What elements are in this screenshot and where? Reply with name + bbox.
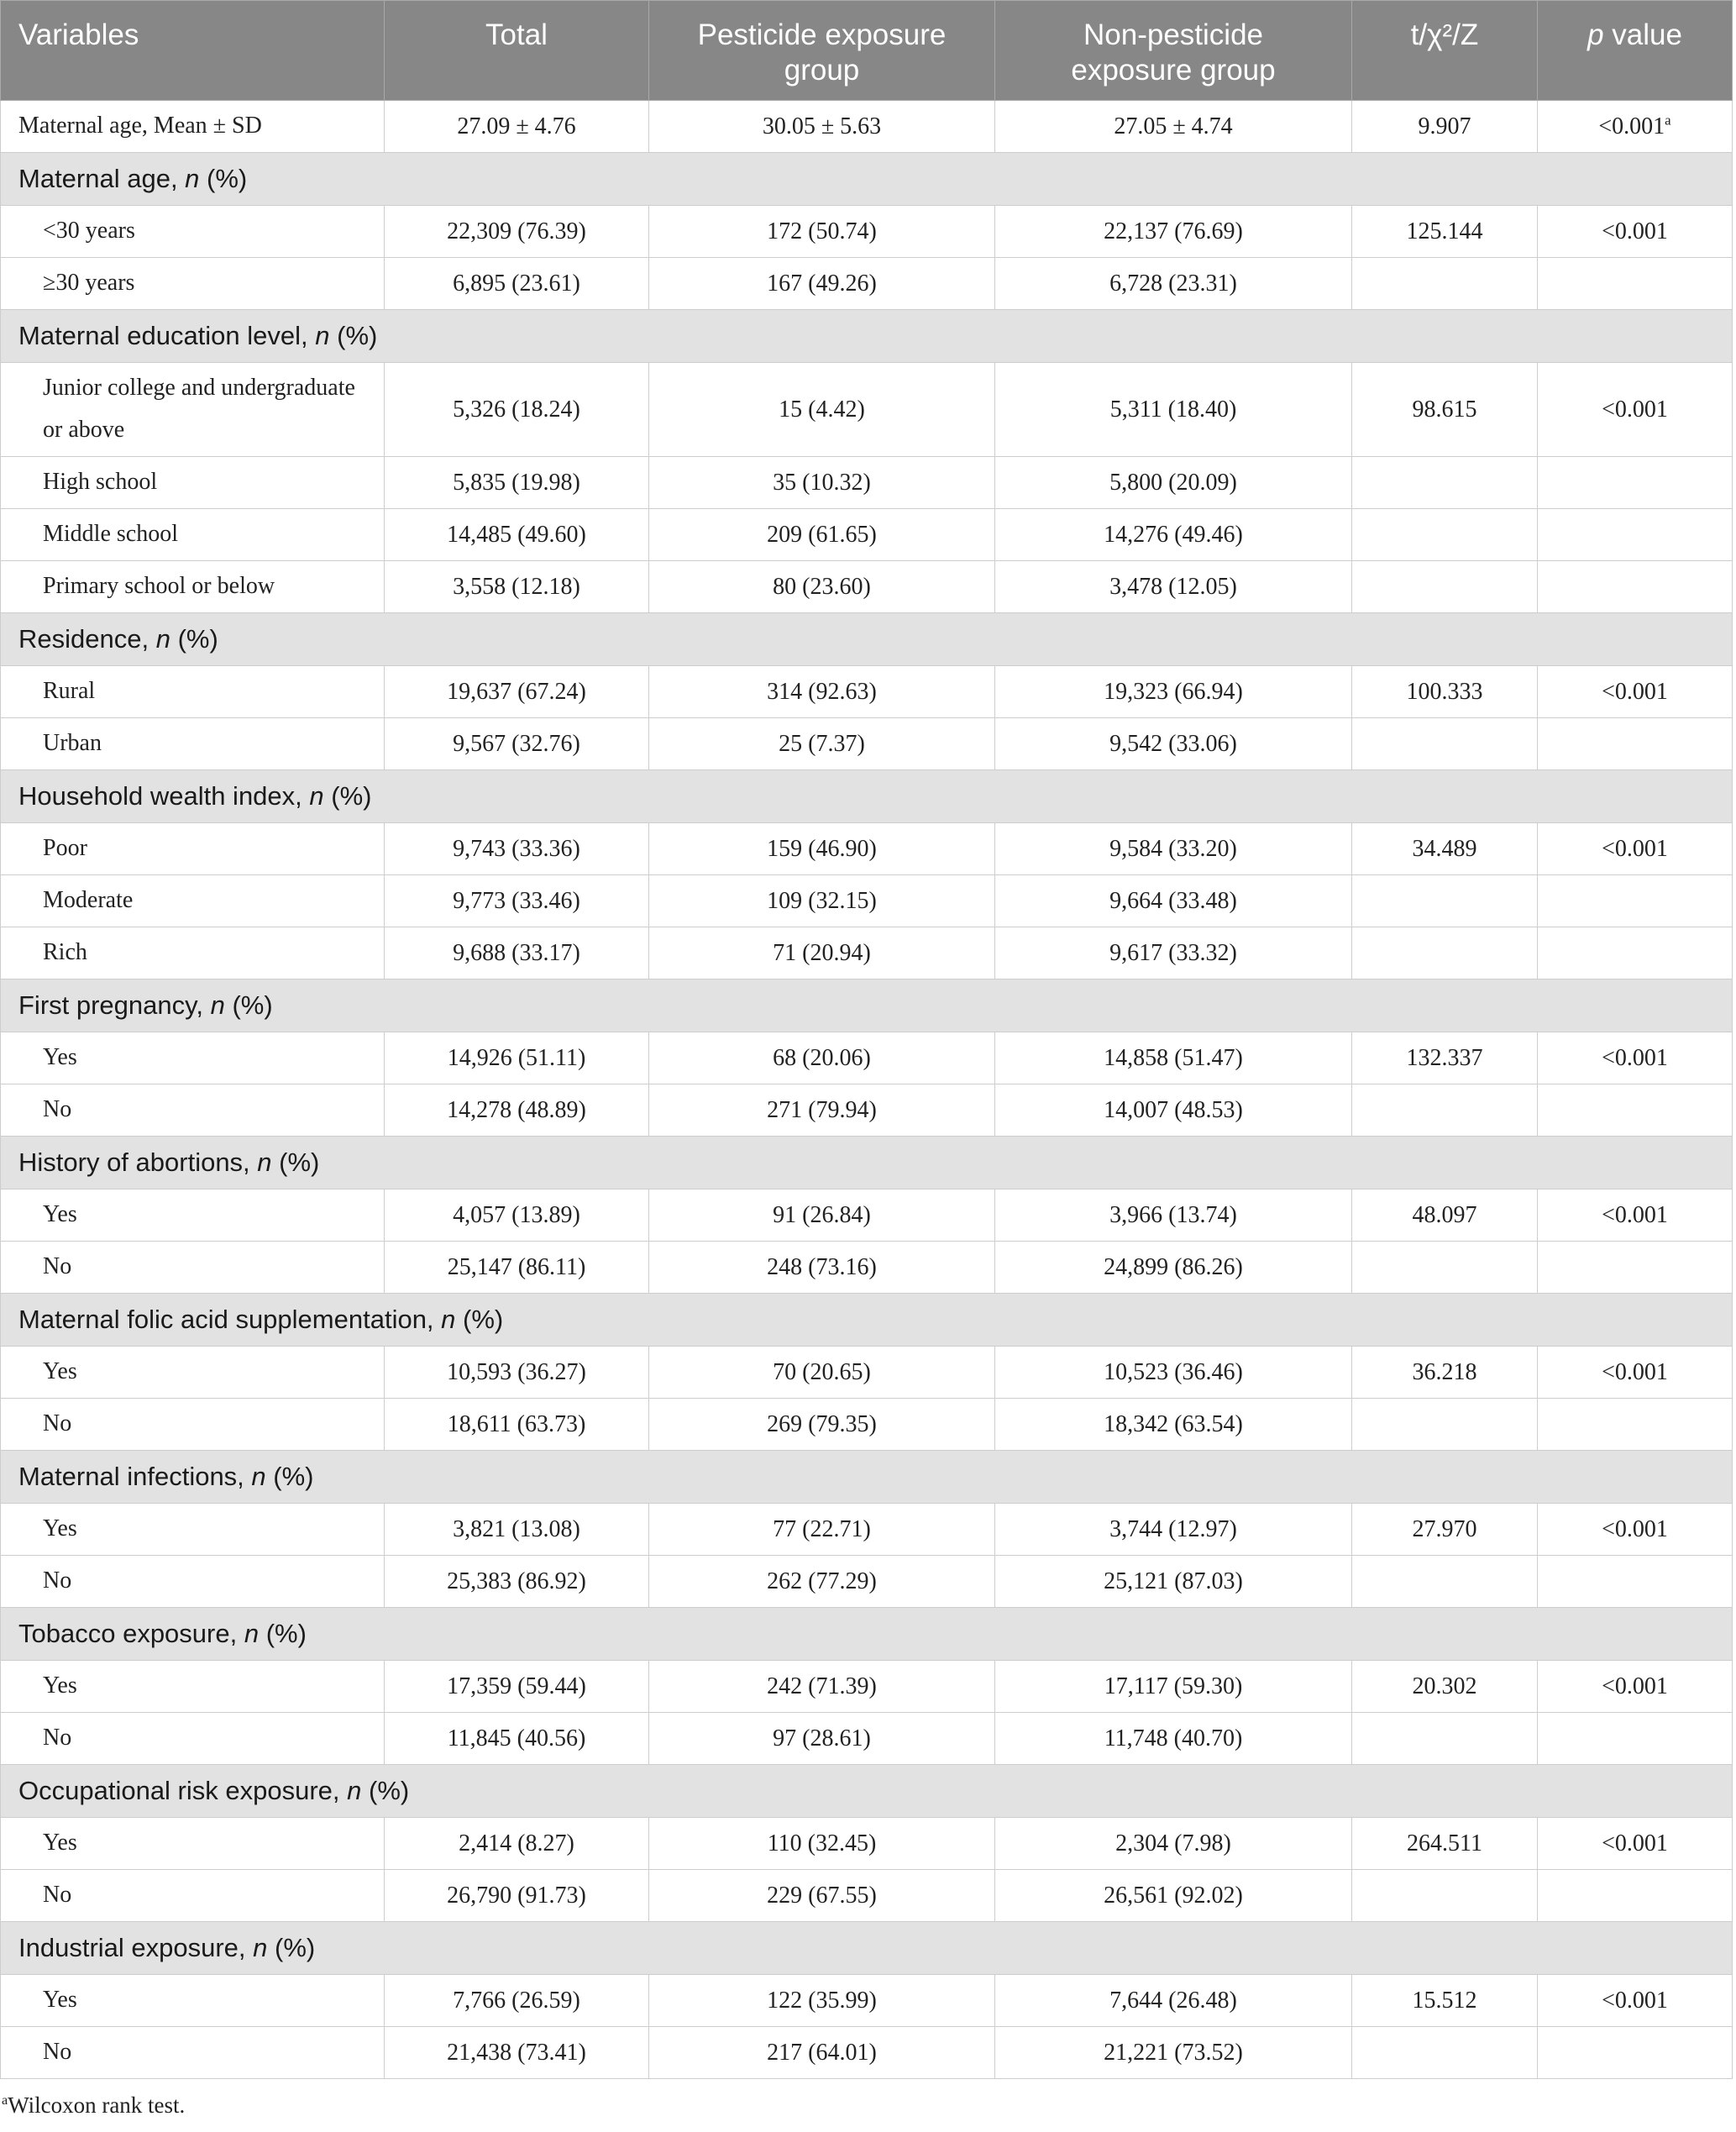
section-stat-suffix: (%) [259, 1619, 307, 1648]
table-row [1, 509, 1733, 561]
section-title [1, 1765, 1733, 1818]
row-label: Yes [1, 1661, 385, 1713]
p-value-cell [1538, 927, 1733, 979]
table-row [1, 258, 1733, 310]
test-statistic-cell [1352, 1870, 1538, 1922]
pesticide-exposure-cell: 91 (26.84) [649, 1189, 995, 1242]
total-cell: 19,637 (67.24) [385, 666, 649, 718]
section-title [1, 979, 1733, 1032]
footnote-marker: a [2, 2093, 8, 2108]
table-row [1, 1818, 1733, 1870]
section-label: Maternal age, [18, 164, 186, 193]
section-title [1, 1922, 1733, 1975]
pesticide-exposure-cell: 242 (71.39) [649, 1661, 995, 1713]
section-title [1, 153, 1733, 206]
p-value-text: <0.001 [1598, 113, 1665, 139]
p-value-cell: <0.001 [1538, 1189, 1733, 1242]
pesticide-exposure-cell: 97 (28.61) [649, 1713, 995, 1765]
table-body [1, 101, 1733, 2079]
section-header-row [1, 979, 1733, 1032]
pesticide-exposure-cell: 77 (22.71) [649, 1504, 995, 1556]
table-footnote [0, 2086, 1736, 2124]
non-pesticide-exposure-cell: 24,899 (86.26) [995, 1242, 1352, 1294]
non-pesticide-exposure-cell: 17,117 (59.30) [995, 1661, 1352, 1713]
non-pesticide-exposure-cell: 21,221 (73.52) [995, 2027, 1352, 2079]
p-value-cell [1538, 1242, 1733, 1294]
non-pesticide-exposure-cell: 9,617 (33.32) [995, 927, 1352, 979]
pesticide-exposure-cell: 80 (23.60) [649, 561, 995, 613]
section-label: Residence, [18, 624, 156, 654]
pesticide-exposure-cell: 110 (32.45) [649, 1818, 995, 1870]
total-cell: 25,147 (86.11) [385, 1242, 649, 1294]
row-label: Yes [1, 1818, 385, 1870]
pesticide-exposure-cell: 35 (10.32) [649, 457, 995, 509]
p-value-cell: <0.001 [1538, 1818, 1733, 1870]
total-cell: 11,845 (40.56) [385, 1713, 649, 1765]
section-header-row [1, 1608, 1733, 1661]
total-cell: 14,278 (48.89) [385, 1084, 649, 1137]
section-stat-suffix: (%) [199, 164, 248, 193]
row-label: Middle school [1, 509, 385, 561]
section-title [1, 1451, 1733, 1504]
non-pesticide-exposure-cell: 22,137 (76.69) [995, 206, 1352, 258]
section-stat-suffix: (%) [455, 1305, 504, 1334]
total-cell: 4,057 (13.89) [385, 1189, 649, 1242]
total-cell: 26,790 (91.73) [385, 1870, 649, 1922]
row-label: Poor [1, 823, 385, 875]
header-pesticide-label: Pesticide exposure group [697, 18, 947, 87]
pesticide-exposure-cell: 71 (20.94) [649, 927, 995, 979]
test-statistic-cell: 34.489 [1352, 823, 1538, 875]
table-row [1, 2027, 1733, 2079]
p-value-cell [1538, 1399, 1733, 1451]
section-stat-suffix: (%) [267, 1933, 316, 1962]
pesticide-exposure-cell: 109 (32.15) [649, 875, 995, 927]
p-value-cell [1538, 1713, 1733, 1765]
section-header-row [1, 1765, 1733, 1818]
section-stat-symbol: n [185, 164, 200, 193]
total-cell: 9,743 (33.36) [385, 823, 649, 875]
pesticide-exposure-cell: 172 (50.74) [649, 206, 995, 258]
test-statistic-cell: 20.302 [1352, 1661, 1538, 1713]
section-stat-suffix: (%) [224, 990, 273, 1020]
total-cell: 7,766 (26.59) [385, 1975, 649, 2027]
pesticide-exposure-cell: 30.05 ± 5.63 [649, 101, 995, 153]
test-statistic-cell: 264.511 [1352, 1818, 1538, 1870]
row-label: No [1, 1242, 385, 1294]
non-pesticide-exposure-cell: 9,664 (33.48) [995, 875, 1352, 927]
pesticide-exposure-cell: 70 (20.65) [649, 1347, 995, 1399]
table-row [1, 457, 1733, 509]
section-stat-suffix: (%) [323, 781, 372, 811]
header-total: Total [385, 1, 649, 101]
section-stat-suffix: (%) [265, 1462, 314, 1491]
test-statistic-cell: 132.337 [1352, 1032, 1538, 1084]
section-stat-suffix: (%) [329, 321, 378, 350]
section-label: Maternal folic acid supplementation, [18, 1305, 442, 1334]
non-pesticide-exposure-cell: 9,584 (33.20) [995, 823, 1352, 875]
table-row [1, 1975, 1733, 2027]
row-label: Yes [1, 1504, 385, 1556]
p-value-cell: <0.001 [1538, 1032, 1733, 1084]
row-label: No [1, 1870, 385, 1922]
test-statistic-cell: 9.907 [1352, 101, 1538, 153]
total-cell: 2,414 (8.27) [385, 1818, 649, 1870]
section-label: Maternal infections, [18, 1462, 252, 1491]
pesticide-exposure-cell: 269 (79.35) [649, 1399, 995, 1451]
table-row [1, 875, 1733, 927]
row-label: High school [1, 457, 385, 509]
table-row [1, 1870, 1733, 1922]
section-stat-symbol: n [347, 1776, 362, 1805]
row-label: No [1, 1713, 385, 1765]
pesticide-exposure-cell: 314 (92.63) [649, 666, 995, 718]
test-statistic-cell: 98.615 [1352, 363, 1538, 457]
total-cell: 27.09 ± 4.76 [385, 101, 649, 153]
test-statistic-cell [1352, 718, 1538, 770]
non-pesticide-exposure-cell: 7,644 (26.48) [995, 1975, 1352, 2027]
table-row [1, 1084, 1733, 1137]
row-label: Rich [1, 927, 385, 979]
test-statistic-cell [1352, 1399, 1538, 1451]
section-label: Tobacco exposure, [18, 1619, 244, 1648]
pesticide-exposure-cell: 68 (20.06) [649, 1032, 995, 1084]
non-pesticide-exposure-cell: 19,323 (66.94) [995, 666, 1352, 718]
non-pesticide-exposure-cell: 3,744 (12.97) [995, 1504, 1352, 1556]
row-label: No [1, 2027, 385, 2079]
total-cell: 18,611 (63.73) [385, 1399, 649, 1451]
non-pesticide-exposure-cell: 18,342 (63.54) [995, 1399, 1352, 1451]
section-stat-symbol: n [251, 1462, 266, 1491]
non-pesticide-exposure-cell: 3,478 (12.05) [995, 561, 1352, 613]
section-header-row [1, 1294, 1733, 1347]
footnote-text: Wilcoxon rank test. [8, 2093, 186, 2118]
total-cell: 5,326 (18.24) [385, 363, 649, 457]
row-label: No [1, 1399, 385, 1451]
p-value-cell [1538, 1870, 1733, 1922]
table-row [1, 1347, 1733, 1399]
total-cell: 25,383 (86.92) [385, 1556, 649, 1608]
test-statistic-cell [1352, 457, 1538, 509]
total-cell: 21,438 (73.41) [385, 2027, 649, 2079]
row-label: No [1, 1084, 385, 1137]
section-stat-symbol: n [244, 1619, 260, 1648]
non-pesticide-exposure-cell: 2,304 (7.98) [995, 1818, 1352, 1870]
row-label: Yes [1, 1189, 385, 1242]
p-value-cell: <0.001 [1538, 206, 1733, 258]
pesticide-exposure-cell: 248 (73.16) [649, 1242, 995, 1294]
non-pesticide-exposure-cell: 10,523 (36.46) [995, 1347, 1352, 1399]
total-cell: 9,688 (33.17) [385, 927, 649, 979]
total-cell: 17,359 (59.44) [385, 1661, 649, 1713]
p-value-cell: <0.001 [1538, 1661, 1733, 1713]
total-cell: 6,895 (23.61) [385, 258, 649, 310]
header-non-pesticide-label: Non-pesticide exposure group [1071, 18, 1276, 87]
section-stat-symbol: n [210, 990, 225, 1020]
test-statistic-cell: 15.512 [1352, 1975, 1538, 2027]
section-title [1, 613, 1733, 666]
section-title [1, 1137, 1733, 1189]
section-stat-symbol: n [253, 1933, 268, 1962]
section-stat-suffix: (%) [361, 1776, 410, 1805]
header-p-symbol: p [1587, 18, 1604, 51]
non-pesticide-exposure-cell: 9,542 (33.06) [995, 718, 1352, 770]
table-row [1, 1713, 1733, 1765]
table-row [1, 561, 1733, 613]
pesticide-exposure-cell: 229 (67.55) [649, 1870, 995, 1922]
p-value-cell [1538, 1084, 1733, 1137]
test-statistic-cell: 36.218 [1352, 1347, 1538, 1399]
pesticide-exposure-cell: 167 (49.26) [649, 258, 995, 310]
test-statistic-cell [1352, 2027, 1538, 2079]
test-statistic-cell [1352, 927, 1538, 979]
total-cell: 14,485 (49.60) [385, 509, 649, 561]
non-pesticide-exposure-cell: 14,007 (48.53) [995, 1084, 1352, 1137]
row-label: Maternal age, Mean ± SD [1, 101, 385, 153]
header-test-statistic: t/χ²/Z [1352, 1, 1538, 101]
pesticide-exposure-cell: 271 (79.94) [649, 1084, 995, 1137]
header-variables: Variables [1, 1, 385, 101]
p-value-cell: <0.001 [1538, 823, 1733, 875]
test-statistic-cell: 27.970 [1352, 1504, 1538, 1556]
p-value-cell: <0.001 [1538, 666, 1733, 718]
p-value-cell: <0.001 [1538, 1504, 1733, 1556]
row-label: Yes [1, 1347, 385, 1399]
p-value-cell [1538, 2027, 1733, 2079]
non-pesticide-exposure-cell: 5,800 (20.09) [995, 457, 1352, 509]
header-pesticide-exposure-group [649, 1, 995, 101]
footnote-marker: a [1665, 112, 1671, 129]
p-value-cell: <0.001 [1538, 1347, 1733, 1399]
section-label: Maternal education level, [18, 321, 316, 350]
test-statistic-cell [1352, 875, 1538, 927]
pesticide-exposure-cell: 25 (7.37) [649, 718, 995, 770]
pesticide-exposure-cell: 122 (35.99) [649, 1975, 995, 2027]
row-label: <30 years [1, 206, 385, 258]
p-value-cell: <0.001 [1538, 363, 1733, 457]
section-title [1, 770, 1733, 823]
p-value-cell [1538, 718, 1733, 770]
header-p-value [1538, 1, 1733, 101]
section-label: First pregnancy, [18, 990, 211, 1020]
table-row [1, 718, 1733, 770]
section-header-row [1, 1137, 1733, 1189]
header-row [1, 1, 1733, 101]
section-label: Industrial exposure, [18, 1933, 254, 1962]
test-statistic-cell [1352, 509, 1538, 561]
section-header-row [1, 310, 1733, 363]
table-row [1, 363, 1733, 457]
test-statistic-cell: 125.144 [1352, 206, 1538, 258]
section-title [1, 310, 1733, 363]
section-stat-symbol: n [315, 321, 330, 350]
table-header [1, 1, 1733, 101]
row-label: Yes [1, 1032, 385, 1084]
section-header-row [1, 1451, 1733, 1504]
p-value-cell [1538, 509, 1733, 561]
row-label: Yes [1, 1975, 385, 2027]
section-header-row [1, 153, 1733, 206]
p-value-cell [1538, 1556, 1733, 1608]
table-row [1, 1661, 1733, 1713]
section-label: History of abortions, [18, 1147, 258, 1177]
row-label: ≥30 years [1, 258, 385, 310]
row-label: Primary school or below [1, 561, 385, 613]
pesticide-exposure-cell: 209 (61.65) [649, 509, 995, 561]
section-header-row [1, 770, 1733, 823]
p-value-cell [1538, 875, 1733, 927]
test-statistic-cell [1352, 1242, 1538, 1294]
section-title [1, 1608, 1733, 1661]
table-row [1, 823, 1733, 875]
test-statistic-cell: 48.097 [1352, 1189, 1538, 1242]
row-label: Urban [1, 718, 385, 770]
pesticide-exposure-cell: 15 (4.42) [649, 363, 995, 457]
total-cell: 3,558 (12.18) [385, 561, 649, 613]
non-pesticide-exposure-cell: 5,311 (18.40) [995, 363, 1352, 457]
section-title [1, 1294, 1733, 1347]
pesticide-exposure-cell: 159 (46.90) [649, 823, 995, 875]
section-label: Occupational risk exposure, [18, 1776, 348, 1805]
total-cell: 10,593 (36.27) [385, 1347, 649, 1399]
row-label: Rural [1, 666, 385, 718]
table-row [1, 666, 1733, 718]
test-statistic-cell [1352, 561, 1538, 613]
table-row [1, 206, 1733, 258]
table-row [1, 1032, 1733, 1084]
non-pesticide-exposure-cell: 26,561 (92.02) [995, 1870, 1352, 1922]
section-label: Household wealth index, [18, 781, 310, 811]
section-stat-suffix: (%) [271, 1147, 320, 1177]
header-p-value-label: value [1603, 18, 1682, 51]
total-cell: 14,926 (51.11) [385, 1032, 649, 1084]
pesticide-exposure-cell: 262 (77.29) [649, 1556, 995, 1608]
p-value-cell [1538, 101, 1733, 153]
section-stat-suffix: (%) [170, 624, 218, 654]
test-statistic-cell [1352, 1556, 1538, 1608]
p-value-cell [1538, 561, 1733, 613]
row-label: Junior college and undergraduate or above [1, 363, 385, 457]
total-cell: 9,773 (33.46) [385, 875, 649, 927]
section-stat-symbol: n [155, 624, 170, 654]
test-statistic-cell [1352, 258, 1538, 310]
test-statistic-cell [1352, 1084, 1538, 1137]
test-statistic-cell: 100.333 [1352, 666, 1538, 718]
total-cell: 3,821 (13.08) [385, 1504, 649, 1556]
row-label: Moderate [1, 875, 385, 927]
total-cell: 22,309 (76.39) [385, 206, 649, 258]
p-value-cell [1538, 258, 1733, 310]
non-pesticide-exposure-cell: 25,121 (87.03) [995, 1556, 1352, 1608]
table-row [1, 1189, 1733, 1242]
row-label: No [1, 1556, 385, 1608]
pesticide-exposure-cell: 217 (64.01) [649, 2027, 995, 2079]
section-stat-symbol: n [441, 1305, 456, 1334]
section-header-row [1, 1922, 1733, 1975]
table-row [1, 1242, 1733, 1294]
p-value-cell [1538, 457, 1733, 509]
table-row [1, 927, 1733, 979]
non-pesticide-exposure-cell: 6,728 (23.31) [995, 258, 1352, 310]
total-cell: 9,567 (32.76) [385, 718, 649, 770]
section-header-row [1, 613, 1733, 666]
table-row [1, 1556, 1733, 1608]
test-statistic-cell [1352, 1713, 1538, 1765]
summary-row [1, 101, 1733, 153]
header-non-pesticide-exposure-group [995, 1, 1352, 101]
non-pesticide-exposure-cell: 11,748 (40.70) [995, 1713, 1352, 1765]
table-row [1, 1504, 1733, 1556]
section-stat-symbol: n [257, 1147, 272, 1177]
p-value-cell: <0.001 [1538, 1975, 1733, 2027]
section-stat-symbol: n [309, 781, 324, 811]
total-cell: 5,835 (19.98) [385, 457, 649, 509]
non-pesticide-exposure-cell: 14,858 (51.47) [995, 1032, 1352, 1084]
table-row [1, 1399, 1733, 1451]
non-pesticide-exposure-cell: 3,966 (13.74) [995, 1189, 1352, 1242]
non-pesticide-exposure-cell: 27.05 ± 4.74 [995, 101, 1352, 153]
non-pesticide-exposure-cell: 14,276 (49.46) [995, 509, 1352, 561]
